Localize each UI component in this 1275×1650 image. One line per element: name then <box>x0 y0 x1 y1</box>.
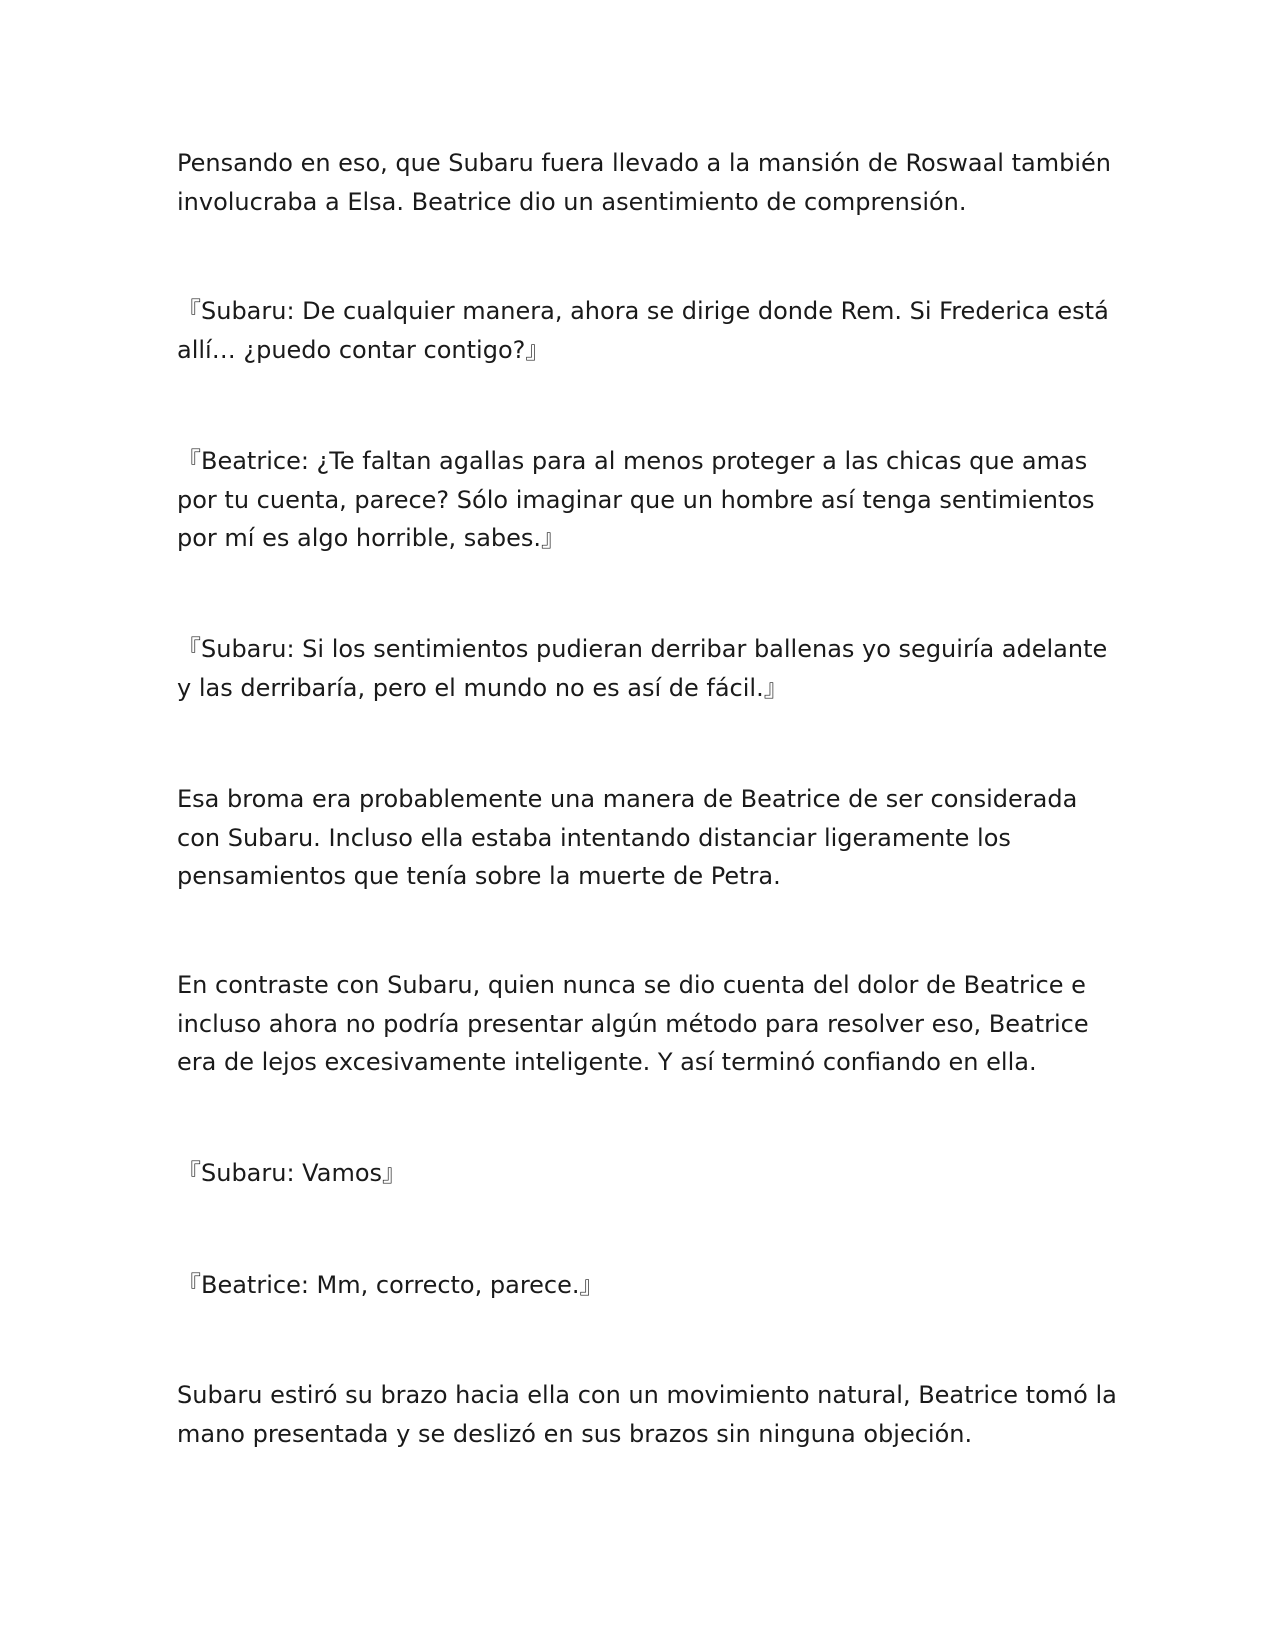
paragraph-line: 『Subaru: Si los sentimientos pudieran derribar ballenas yo seguiría adelante <box>177 635 1108 663</box>
paragraph-line: incluso ahora no podría presentar algún método para resolver eso, Beatrice <box>177 1009 1089 1038</box>
paragraph-6 <box>177 966 1107 1082</box>
paragraph-line: por mí es algo horrible, sabes.』 <box>177 524 566 552</box>
paragraph-2 <box>177 292 1107 369</box>
paragraph-line: pensamientos que tenía sobre la muerte de Petra. <box>177 862 781 890</box>
paragraph-8 <box>177 1266 1107 1305</box>
paragraph-line: Esa broma era probablemente una manera de Beatrice de ser considerada <box>177 785 1078 813</box>
paragraph-line: con Subaru. Incluso ella estaba intentando distanciar ligeramente los <box>177 823 1011 852</box>
paragraph-line: por tu cuenta, parece? Sólo imaginar que un hombre así tenga sentimientos <box>177 485 1095 514</box>
paragraph-3 <box>177 442 1107 558</box>
paragraph-9 <box>177 1376 1117 1453</box>
paragraph-line: allí… ¿puedo contar contigo?』 <box>177 335 550 364</box>
paragraph-line: Subaru estiró su brazo hacia ella con un movimiento natural, Beatrice tomó la <box>177 1381 1117 1409</box>
paragraph-line: mano presentada y se deslizó en sus brazos sin ninguna objeción. <box>177 1419 973 1448</box>
paragraph-line: En contraste con Subaru, quien nunca se dio cuenta del dolor de Beatrice e <box>177 971 1086 999</box>
paragraph-line: involucraba a Elsa. Beatrice dio un asentimiento de comprensión. <box>177 187 967 216</box>
paragraph-line: 『Beatrice: Mm, correcto, parece.』 <box>177 1271 604 1299</box>
paragraph-7 <box>177 1154 1107 1193</box>
paragraph-4 <box>177 630 1107 707</box>
paragraph-line: y las derribaría, pero el mundo no es así de fácil.』 <box>177 673 788 702</box>
paragraph-line: era de lejos excesivamente inteligente. Y así terminó confiando en ella. <box>177 1048 1037 1076</box>
paragraph-5 <box>177 780 1107 896</box>
paragraph-line: 『Beatrice: ¿Te faltan agallas para al menos proteger a las chicas que amas <box>177 447 1088 475</box>
paragraph-line: 『Subaru: De cualquier manera, ahora se dirige donde Rem. Si Frederica está <box>177 297 1109 325</box>
paragraph-1 <box>177 144 1111 221</box>
paragraph-line: Pensando en eso, que Subaru fuera llevado a la mansión de Roswaal también <box>177 149 1111 177</box>
paragraph-line: 『Subaru: Vamos』 <box>177 1159 407 1187</box>
